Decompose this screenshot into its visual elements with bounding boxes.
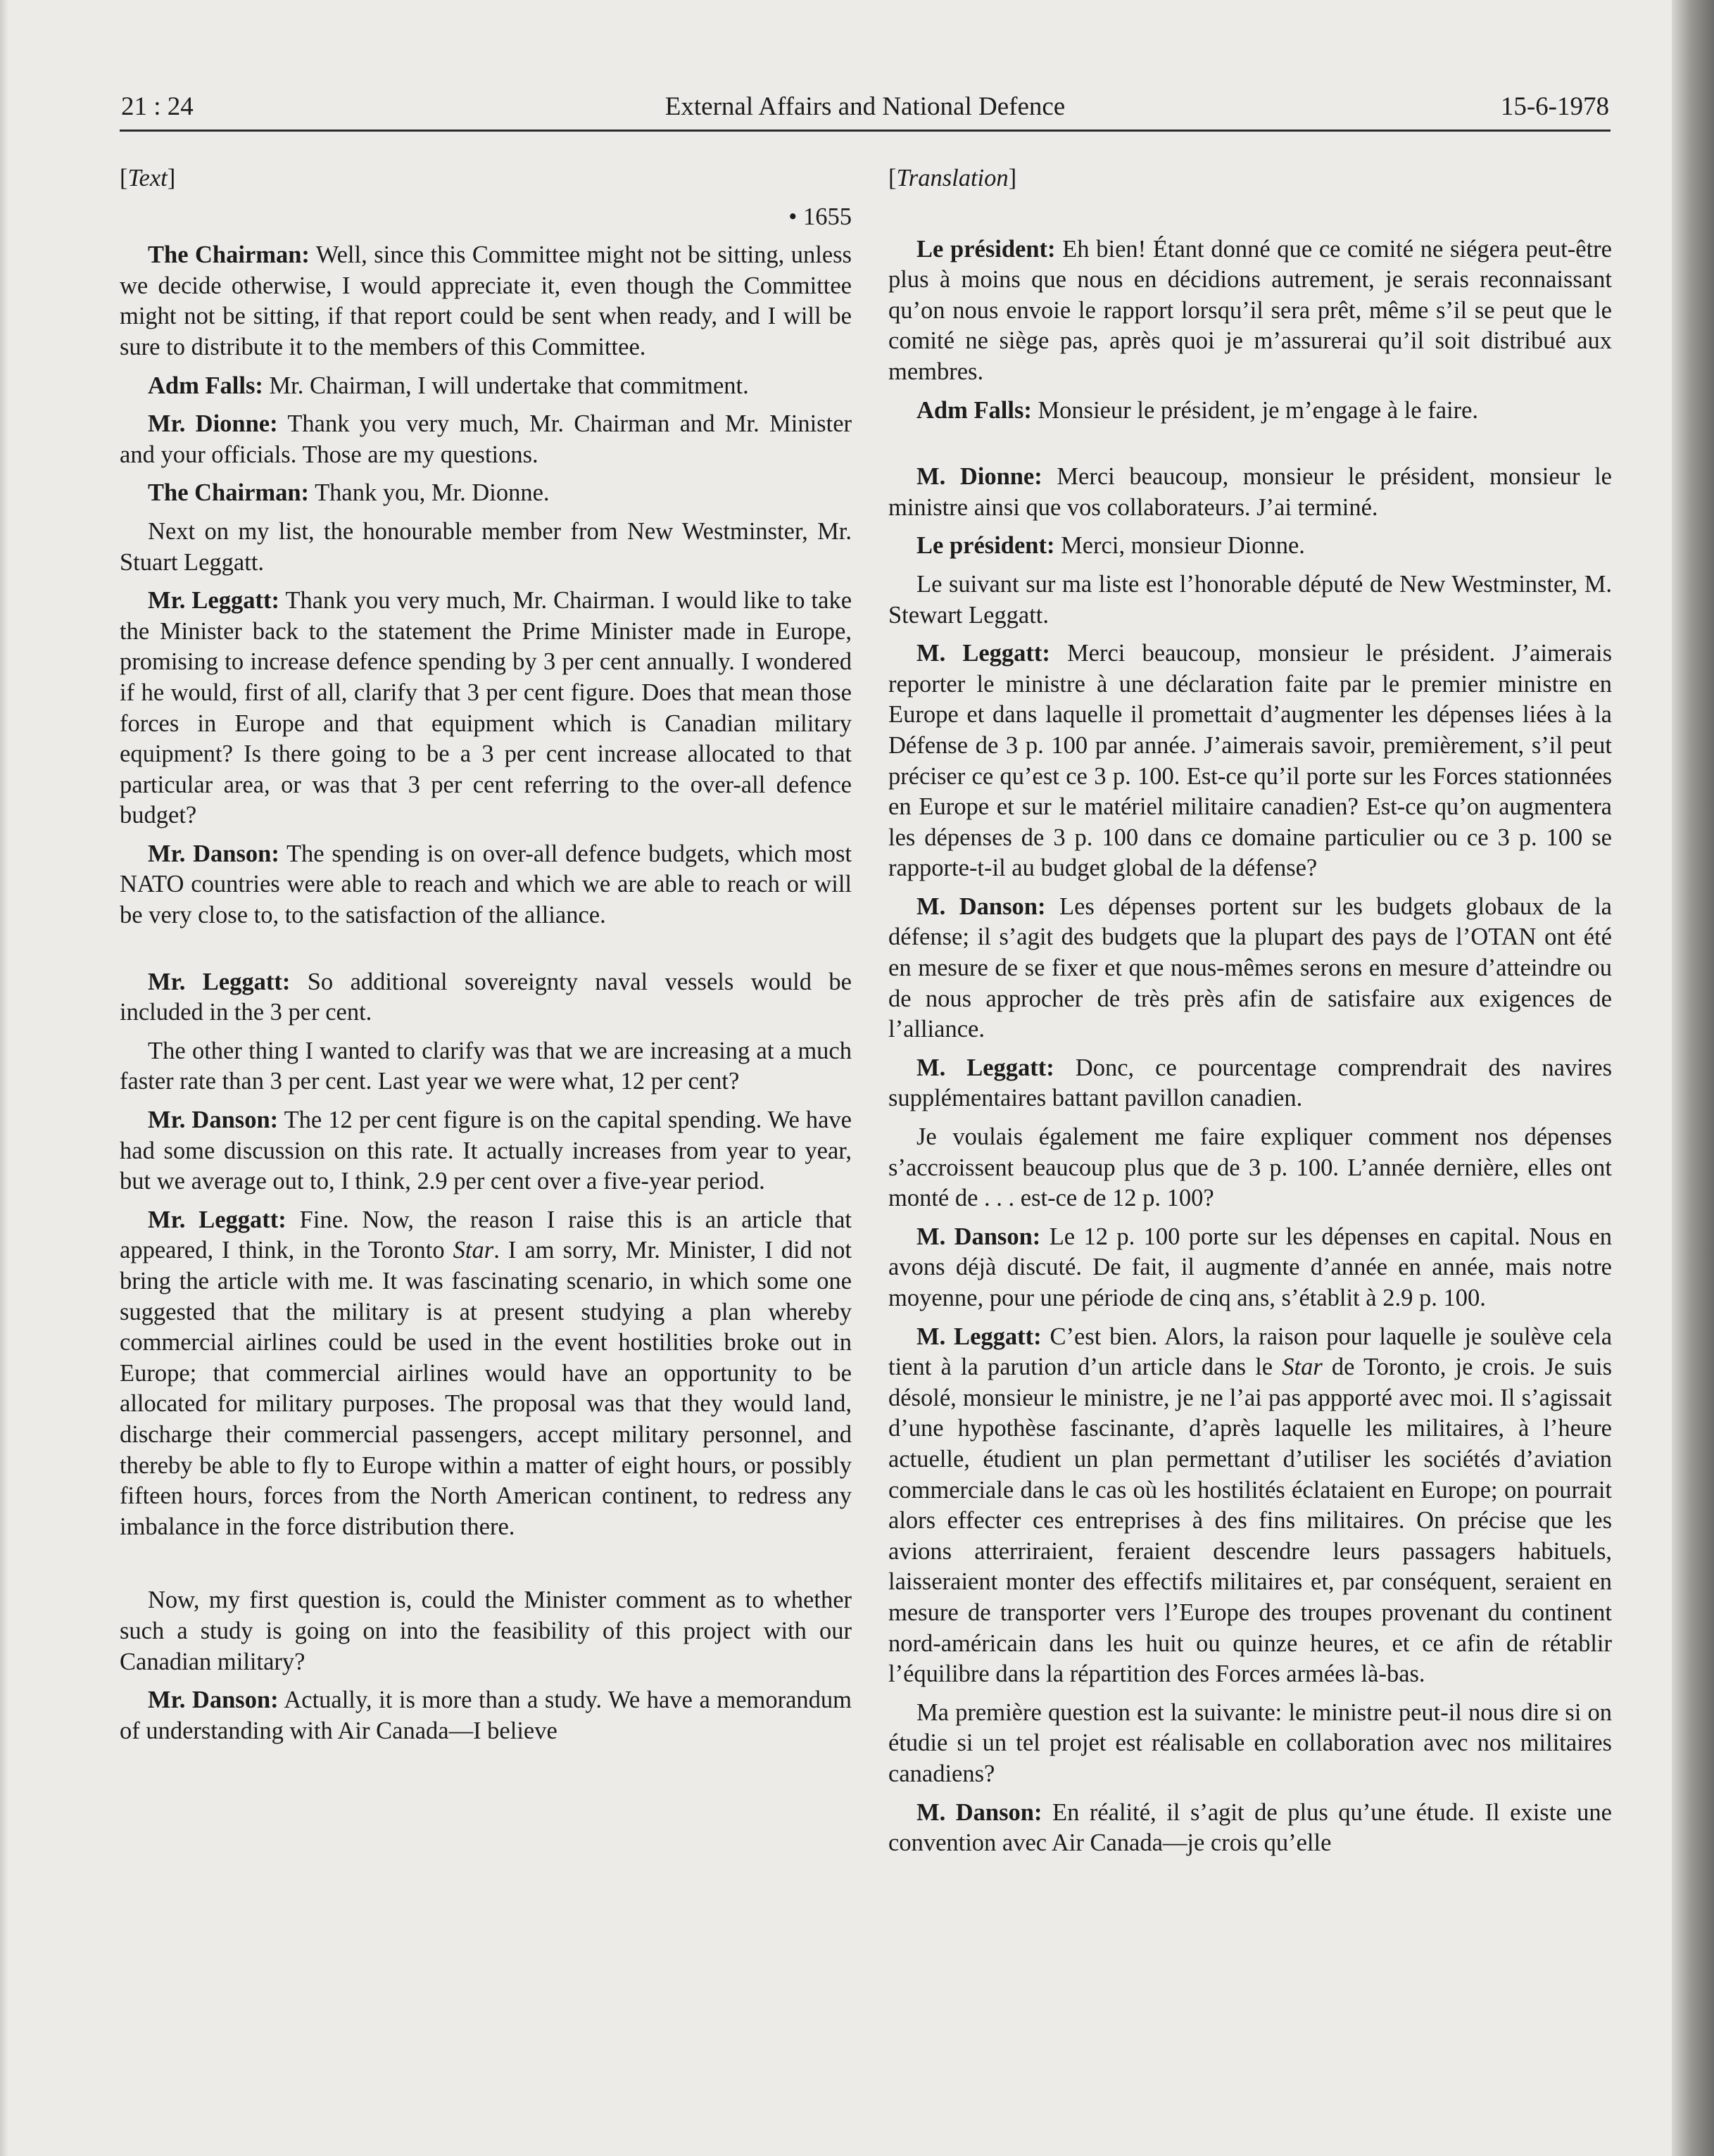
speech-paragraph: M. Danson: Les dépenses portent sur les budgets globaux de la défense; il s’agit des budgets que la plupart des pays de l’OTAN ont été en mesure de se fixer et que nous-mêmes serons en mesure d’atteindre ou de nous approcher de très près afin de satisfaire aux exigences de l’alliance.: [888, 893, 1612, 1043]
speech-paragraph: M. Danson: En réalité, il s’agit de plus qu’une étude. Il existe une convention avec Air Canada—je crois qu’elle: [888, 1798, 1612, 1857]
speech-paragraph: Next on my list, the honourable member from New Westminster, Mr. Stuart Leggatt.: [120, 517, 852, 576]
speech-paragraph: Mr. Leggatt: Thank you very much, Mr. Chairman. I would like to take the Minister back to the statement the Prime Minister made in Europe, promising to increase defence spending by 3 per cent annually. I wondered if he would, first of all, clarify that 3 per cent figure. Does that mean those forces in Europe and that equipment which is Canadian military equipment? Is there going to be a 3 per cent increase allocated to that particular area, or was that 3 per cent referring to the over-all defence budget?: [120, 587, 852, 829]
speech-paragraph: Je voulais également me faire expliquer comment nos dépenses s’accroissent beaucoup plus que de 3 p. 100. L’année dernière, elles ont monté de . . . est-ce de 12 p. 100?: [888, 1123, 1612, 1212]
speech-paragraph: Mr. Dionne: Thank you very much, Mr. Chairman and Mr. Minister and your officials. Those are my questions.: [120, 410, 852, 468]
speech-paragraph: Mr. Danson: The spending is on over-all defence budgets, which most NATO countries were able to reach and which we are able to reach or will be very close to, to the satisfaction of the alliance.: [120, 840, 852, 929]
header-date: 15-6-1978: [1500, 92, 1609, 121]
speech-paragraph: Now, my first question is, could the Minister comment as to whether such a study is going on into the feasibility of this project with our Canadian military?: [120, 1587, 852, 1675]
speech-paragraph: The other thing I wanted to clarify was that we are increasing at a much faster rate than 3 per cent. Last year we were what, 12 per cent?: [120, 1037, 852, 1095]
speech-paragraph: The Chairman: Well, since this Committee might not be sitting, unless we decide otherwise, I would appreciate it, even though the Committee might not be sitting, if that report could be sent when ready, and I will be sure to distribute it to the members of this Committee.: [120, 241, 852, 360]
speech-paragraph: M. Leggatt: C’est bien. Alors, la raison pour laquelle je soulève cela tient à la parution d’un article dans le Star de Toronto, je crois. Je suis désolé, monsieur le ministre, je ne l’ai pas appporté avec moi. Il s’agissait d’une hypothèse fascinante, d’après laquelle les militaires, à l’heure actuelle, étudient un plan permettant d’utiliser les sociétés d’aviation commerciale dans le cas où les hostilités éclataient en Europe; on pourrait alors effecter ces entreprises à des fins militaires. On précise que les avions atterriraient, feraient descendre leurs passagers habituels, laisseraient monter des effectifs militaires et, par conséquent, seraient en mesure de transporter vers l’Europe des troupes provenant du continent nord-américain dans les huit ou quinze heures, et ce afin de rétablir l’équilibre dans la répartition des Forces armées là-bas.: [888, 1323, 1613, 1688]
text-tag: [Text]: [120, 165, 176, 191]
page-edge: [0, 0, 8, 2156]
speech-paragraph: M. Danson: Le 12 p. 100 porte sur les dépenses en capital. Nous en avons déjà discuté. De fait, il augmente d’année en année, mais notre moyenne, pour une période de cinq ans, s’établit à 2.9 p. 100.: [888, 1223, 1612, 1311]
speech-paragraph: Mr. Danson: Actually, it is more than a study. We have a memorandum of understanding with Air Canada—I believe: [120, 1687, 852, 1744]
speech-paragraph: Mr. Danson: The 12 per cent figure is on the capital spending. We have had some discussion on this rate. It actually increases from year to year, but we average out to, I think, 2.9 per cent over a five-year period.: [120, 1107, 852, 1195]
speech-paragraph: Le président: Merci, monsieur Dionne.: [916, 532, 1305, 560]
translation-tag: [Translation]: [888, 165, 1017, 191]
speech-paragraph: M. Leggatt: Donc, ce pourcentage comprendrait des navires supplémentaires battant pavillon canadien.: [888, 1054, 1613, 1112]
book-spine-shadow: [1672, 0, 1714, 2156]
header-title: External Affairs and National Defence: [664, 92, 1066, 121]
timestamp: • 1655: [788, 203, 852, 230]
speech-paragraph: Mr. Leggatt: So additional sovereignty naval vessels would be included in the 3 per cent.: [120, 968, 852, 1026]
speech-paragraph: Le suivant sur ma liste est l’honorable député de New Westminster, M. Stewart Leggatt.: [888, 570, 1612, 629]
speech-paragraph: M. Dionne: Merci beaucoup, monsieur le président, monsieur le ministre ainsi que vos collaborateurs. J’ai terminé.: [888, 463, 1612, 521]
french-column: [888, 163, 1612, 1867]
page-number: 21 : 24: [121, 92, 194, 121]
speech-paragraph: Ma première question est la suivante: le ministre peut-il nous dire si on étudie si un tel projet est réalisable en collaboration avec nos militaires canadiens?: [888, 1698, 1612, 1787]
speech-paragraph: M. Leggatt: Merci beaucoup, monsieur le président. J’aimerais reporter le ministre à une déclaration faite par le premier ministre en Europe et dans laquelle il promettait d’augmenter les dépenses liées à la Défense de 3 p. 100 par année. J’aimerais savoir, premièrement, s’il peut préciser ce qu’est ce 3 p. 100. Est-ce qu’il porte sur les Forces stationnées en Europe et sur le matériel militaire canadien? Est-ce qu’on augmentera les dépenses de 3 p. 100 dans ce domaine particulier ou ce 3 p. 100 se rapporte-t-il au budget global de la défense?: [888, 640, 1613, 882]
speech-paragraph: The Chairman: Thank you, Mr. Dionne.: [148, 479, 550, 507]
speech-paragraph: Adm Falls: Monsieur le président, je m’engage à le faire.: [916, 396, 1479, 424]
speech-paragraph: Le président: Eh bien! Étant donné que ce comité ne siégera peut-être plus à moins que nous en décidions autrement, je serais reconnaissant qu’on nous envoie le rapport lorsqu’il sera prêt, même s’il se peut que le comité ne siège pas, après quoi je m’assurerai qu’il soit distribué aux membres.: [888, 235, 1612, 385]
running-header: [120, 89, 1611, 132]
speech-paragraph: Adm Falls: Mr. Chairman, I will undertake that commitment.: [148, 372, 749, 399]
english-column: [120, 163, 852, 1754]
speech-paragraph: Mr. Leggatt: Fine. Now, the reason I raise this is an article that appeared, I think, in the Toronto Star. I am sorry, Mr. Minister, I did not bring the article with me. It was fascinating scenario, in which some one suggested that the military is at present studying a plan whereby commercial airlines could be used in the event hostilities broke out in Europe; that commercial airlines would have an opportunity to be allocated for military purposes. The proposal was that they would land, discharge their commercial passengers, accept military personnel, and thereby be able to fly to Europe within a matter of eight hours, or possibly fifteen hours, forces from the North American continent, to redress any imbalance in the force distribution there.: [120, 1206, 852, 1540]
